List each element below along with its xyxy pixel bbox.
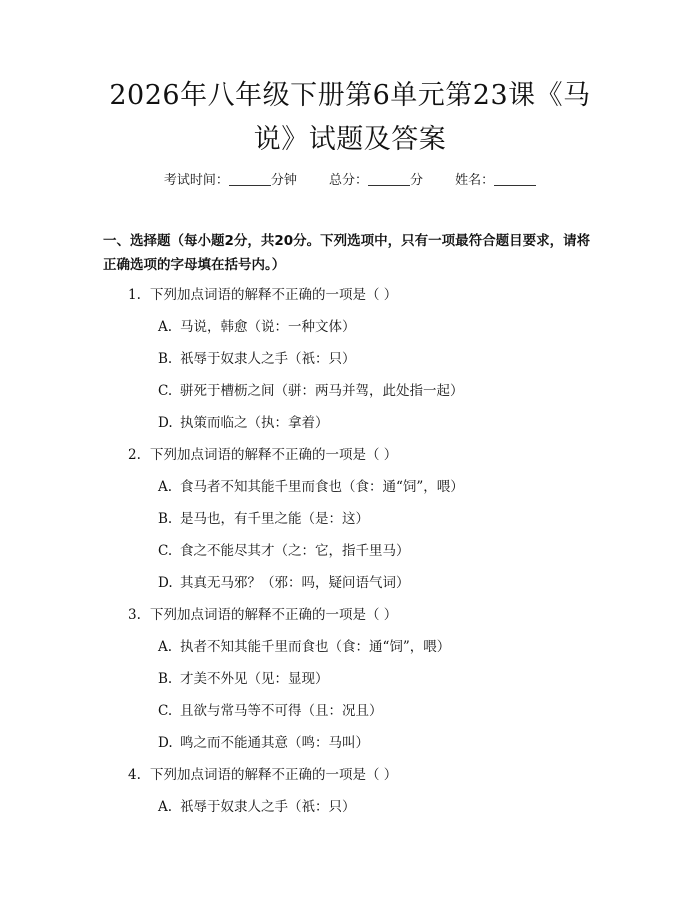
question-stem: 下列加点词语的解释不正确的一项是（ ） [150,287,398,303]
option-text: 且欲与常马等不可得（且：况且） [180,703,383,719]
question-1-option-b[interactable] [158,347,356,367]
question-4-option-a[interactable] [158,795,356,815]
question-1 [128,283,397,303]
option-letter: A. [158,479,173,495]
option-letter: C. [158,383,173,399]
option-letter: D. [158,415,173,431]
question-2-option-b[interactable] [158,507,369,527]
option-letter: A. [158,639,173,655]
option-letter: A. [158,799,173,815]
question-1-option-d[interactable] [158,411,329,431]
option-letter: B. [158,351,173,367]
name-blank[interactable] [494,173,536,186]
question-2-option-d[interactable] [158,571,410,591]
option-text: 是马也，有千里之能（是：这） [180,511,369,527]
option-text: 祇辱于奴隶人之手（祇：只） [180,351,356,367]
exam-time-unit: 分钟 [270,173,297,188]
question-1-option-c[interactable] [158,379,464,399]
option-text: 其真无马邪？（邪：吗，疑问语气词） [180,575,410,591]
question-3 [128,603,397,623]
title-line-1: 2026年八年级下册第6单元第23课《马 [109,80,591,111]
question-number: 4. [128,767,141,783]
option-text: 执者不知其能千里而食也（食：通“饲”，喂） [180,639,451,655]
option-text: 执策而临之（执：拿着） [180,415,329,431]
question-stem: 下列加点词语的解释不正确的一项是（ ） [150,607,398,623]
question-number: 2. [128,447,141,463]
option-letter: B. [158,511,173,527]
option-text: 才美不外见（见：显现） [180,671,329,687]
option-letter: A. [158,319,173,335]
section-heading: 一、选择题（每小题2分，共20分。下列选项中，只有一项最符合题目要求，请将正确选项的字母填在括号内。） [103,233,591,273]
option-text: 食之不能尽其才（之：它，指千里马） [180,543,410,559]
option-letter: D. [158,575,173,591]
name-group [455,169,536,188]
option-text: 鸣之而不能通其意（鸣：马叫） [180,735,369,751]
question-stem: 下列加点词语的解释不正确的一项是（ ） [150,447,398,463]
option-letter: B. [158,671,173,687]
option-letter: C. [158,543,173,559]
question-4 [128,763,397,783]
question-3-option-a[interactable] [158,635,450,655]
question-3-option-d[interactable] [158,731,369,751]
question-number: 3. [128,607,141,623]
exam-time-label: 考试时间： [163,173,229,188]
question-2 [128,443,397,463]
question-number: 1. [128,287,141,303]
option-text: 食马者不知其能千里而食也（食：通“饲”，喂） [180,479,464,495]
option-letter: C. [158,703,173,719]
title-line-2: 说》试题及答案 [253,124,447,155]
question-2-option-a[interactable] [158,475,464,495]
option-text: 马说，韩愈（说：一种文体） [180,319,356,335]
total-score-blank[interactable] [368,173,410,186]
question-3-option-c[interactable] [158,699,383,719]
total-score-label: 总分： [328,173,368,188]
option-letter: D. [158,735,173,751]
total-score-unit: 分 [410,173,424,188]
option-text: 骈死于槽枥之间（骈：两马并驾，此处指一起） [180,383,464,399]
name-label: 姓名： [455,173,495,188]
question-1-option-a[interactable] [158,315,356,335]
exam-info-row [0,169,700,188]
question-stem: 下列加点词语的解释不正确的一项是（ ） [150,767,398,783]
total-score-group [329,169,423,188]
option-text: 祇辱于奴隶人之手（祇：只） [180,799,356,815]
question-2-option-c[interactable] [158,539,410,559]
exam-time-blank[interactable] [229,173,271,186]
question-3-option-b[interactable] [158,667,329,687]
page-title [60,74,640,162]
exam-time-group [164,169,297,188]
